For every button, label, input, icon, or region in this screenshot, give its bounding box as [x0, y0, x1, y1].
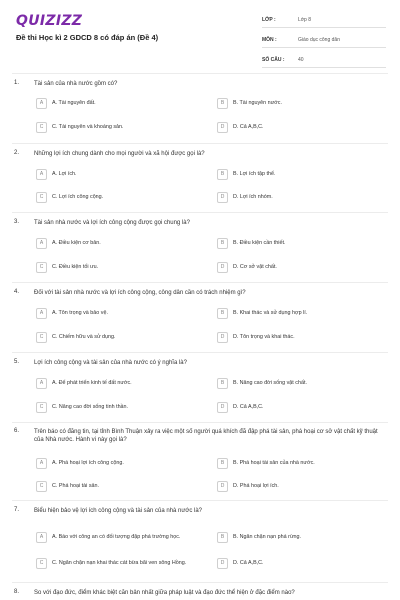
- meta-key: MÔN :: [262, 36, 277, 43]
- option-text: D. Lợi ích nhóm.: [233, 193, 273, 200]
- option-text: B. Điều kiện cần thiết.: [233, 239, 286, 246]
- question-text: So với đạo đức, điểm khác biệt căn bản nhất giữa pháp luật và đạo đức thể hiện ở đặc điểm nào?: [34, 590, 295, 596]
- option-a[interactable]: [36, 236, 196, 250]
- question-text: Đối với tài sản nhà nước và lợi ích công cộng, công dân cần có trách nhiệm gì?: [34, 290, 246, 296]
- option-letter-b: B: [217, 532, 228, 543]
- meta-key: LỚP :: [262, 16, 276, 23]
- option-text: A. Tôn trọng và bảo vệ.: [52, 309, 108, 316]
- option-d[interactable]: [217, 330, 382, 344]
- option-b[interactable]: [217, 236, 382, 250]
- option-letter-a: A: [36, 238, 47, 249]
- option-letter-c: C: [36, 122, 47, 133]
- option-c[interactable]: [36, 190, 196, 204]
- question-divider: [12, 352, 388, 353]
- option-letter-c: C: [36, 558, 47, 569]
- option-text: A. Phá hoại lợi ích công cộng.: [52, 459, 124, 466]
- option-text: C. Tài nguyên và khoáng sản.: [52, 123, 124, 130]
- option-a[interactable]: [36, 528, 196, 546]
- question-number: 3.: [14, 219, 20, 225]
- document-title: Đề thi Học kì 2 GDCD 8 có đáp án (Đề 4): [16, 33, 159, 42]
- option-letter-b: B: [217, 308, 228, 319]
- question-text: Biểu hiện bảo vệ lợi ích công cộng và tài sản của nhà nước là?: [34, 508, 202, 514]
- meta-value: Giáo dục công dân: [298, 36, 340, 43]
- option-text: A. Điều kiện cơ bản.: [52, 239, 101, 246]
- option-letter-d: D: [217, 332, 228, 343]
- meta-row-count: [262, 52, 386, 68]
- option-letter-d: D: [217, 402, 228, 413]
- option-text: A. Báo với công an có đối tượng đập phá trường học.: [52, 533, 181, 540]
- option-text: A. Lợi ích.: [52, 170, 77, 177]
- option-d[interactable]: [217, 479, 382, 493]
- question-number: 7.: [14, 507, 20, 513]
- option-text: B. Phá hoại tài sản của nhà nước.: [233, 459, 315, 466]
- option-letter-a: A: [36, 308, 47, 319]
- option-text: A. Tài nguyên đất.: [52, 99, 96, 106]
- option-text: C. Phá hoại tài sản.: [52, 482, 100, 489]
- option-d[interactable]: [217, 120, 382, 134]
- question-number: 4.: [14, 289, 20, 295]
- meta-row-subject: [262, 32, 386, 48]
- question-text: Tài sản của nhà nước gồm có?: [34, 81, 118, 87]
- question-text: Những lợi ích chung dành cho mọi người và xã hội được gọi là?: [34, 151, 205, 157]
- option-b[interactable]: [217, 530, 382, 544]
- option-d[interactable]: [217, 400, 382, 414]
- option-letter-b: B: [217, 378, 228, 389]
- option-text: D. Cả A,B,C.: [233, 123, 264, 130]
- option-b[interactable]: [217, 306, 382, 320]
- option-c[interactable]: [36, 330, 196, 344]
- option-letter-a: A: [36, 458, 47, 469]
- option-letter-c: C: [36, 262, 47, 273]
- option-text: C. Chiếm hữu và sử dụng.: [52, 333, 116, 340]
- option-text: D. Cả A,B,C.: [233, 403, 264, 410]
- question-number: 8.: [14, 589, 20, 595]
- option-letter-d: D: [217, 192, 228, 203]
- question-divider: [12, 212, 388, 213]
- option-text: D. Phá hoại lợi ích.: [233, 482, 279, 489]
- option-letter-d: D: [217, 122, 228, 133]
- option-letter-c: C: [36, 402, 47, 413]
- option-letter-b: B: [217, 458, 228, 469]
- option-text: D. Tôn trọng và khai thác.: [233, 333, 295, 340]
- option-c[interactable]: [36, 120, 196, 134]
- quizizz-logo: QUIZIZZ: [16, 13, 83, 29]
- question-text: Trên báo có đăng tin, tại tỉnh Bình Thuận xảy ra việc một số người quá khích đã đập phá tài sản, phá hoại cơ sở vật chất kỹ thuật của Nhà nước. Hành vi này gọi là?: [34, 429, 378, 443]
- option-b[interactable]: [217, 96, 382, 110]
- option-letter-a: A: [36, 98, 47, 109]
- option-b[interactable]: [217, 376, 382, 390]
- option-text: B. Khai thác và sử dụng hợp lí.: [233, 309, 308, 316]
- question-divider: [12, 143, 388, 144]
- question-number: 2.: [14, 150, 20, 156]
- option-letter-d: D: [217, 481, 228, 492]
- question-number: 1.: [14, 80, 20, 86]
- option-a[interactable]: [36, 376, 196, 390]
- option-letter-b: B: [217, 238, 228, 249]
- option-c[interactable]: [36, 554, 196, 572]
- option-text: D. Cả A,B,C.: [233, 559, 264, 566]
- option-c[interactable]: [36, 479, 196, 493]
- question-text: Lợi ích công cộng và tài sản của nhà nước có ý nghĩa là?: [34, 360, 187, 366]
- meta-row-class: [262, 12, 386, 28]
- question-divider: [12, 422, 388, 423]
- option-letter-c: C: [36, 332, 47, 343]
- document-meta: [262, 12, 386, 72]
- question-number: 6.: [14, 428, 20, 434]
- option-d[interactable]: [217, 190, 382, 204]
- header-divider: [12, 73, 388, 74]
- option-letter-b: B: [217, 98, 228, 109]
- option-a[interactable]: [36, 96, 196, 110]
- question-divider: [12, 582, 388, 583]
- option-letter-d: D: [217, 262, 228, 273]
- option-text: A. Để phát triển kinh tế đất nước.: [52, 379, 132, 386]
- option-text: C. Nâng cao đời sống tinh thần.: [52, 403, 129, 410]
- option-text: C. Lợi ích công cộng.: [52, 193, 104, 200]
- option-letter-d: D: [217, 558, 228, 569]
- option-text: B. Ngăn chặn nạn phá rừng.: [233, 533, 302, 540]
- option-letter-a: A: [36, 378, 47, 389]
- option-c[interactable]: [36, 260, 196, 274]
- option-a[interactable]: [36, 306, 196, 320]
- option-a[interactable]: [36, 167, 196, 181]
- option-c[interactable]: [36, 400, 196, 414]
- question-divider: [12, 500, 388, 501]
- option-text: B. Nâng cao đời sống vật chất.: [233, 379, 307, 386]
- option-letter-c: C: [36, 192, 47, 203]
- option-a[interactable]: [36, 456, 196, 470]
- option-text: D. Cơ sở vật chất.: [233, 263, 277, 270]
- option-letter-c: C: [36, 481, 47, 492]
- question-number: 5.: [14, 359, 20, 365]
- option-text: C. Điều kiện tối ưu.: [52, 263, 99, 270]
- option-text: C. Ngăn chặn nạn khai thác cát bừa bãi ven sông Hồng.: [52, 559, 187, 566]
- meta-value: 40: [298, 56, 304, 63]
- meta-key: SỐ CÂU :: [262, 56, 285, 63]
- option-letter-b: B: [217, 169, 228, 180]
- question-text: Tài sản nhà nước và lợi ích công cộng được gọi chung là?: [34, 220, 190, 226]
- option-d[interactable]: [217, 260, 382, 274]
- question-divider: [12, 282, 388, 283]
- option-text: B. Lợi ích tập thể.: [233, 170, 276, 177]
- option-b[interactable]: [217, 456, 382, 470]
- option-letter-a: A: [36, 169, 47, 180]
- option-d[interactable]: [217, 556, 382, 570]
- option-b[interactable]: [217, 167, 382, 181]
- meta-value: Lớp 8: [298, 16, 312, 23]
- option-letter-a: A: [36, 532, 47, 543]
- option-text: B. Tài nguyên nước.: [233, 99, 282, 106]
